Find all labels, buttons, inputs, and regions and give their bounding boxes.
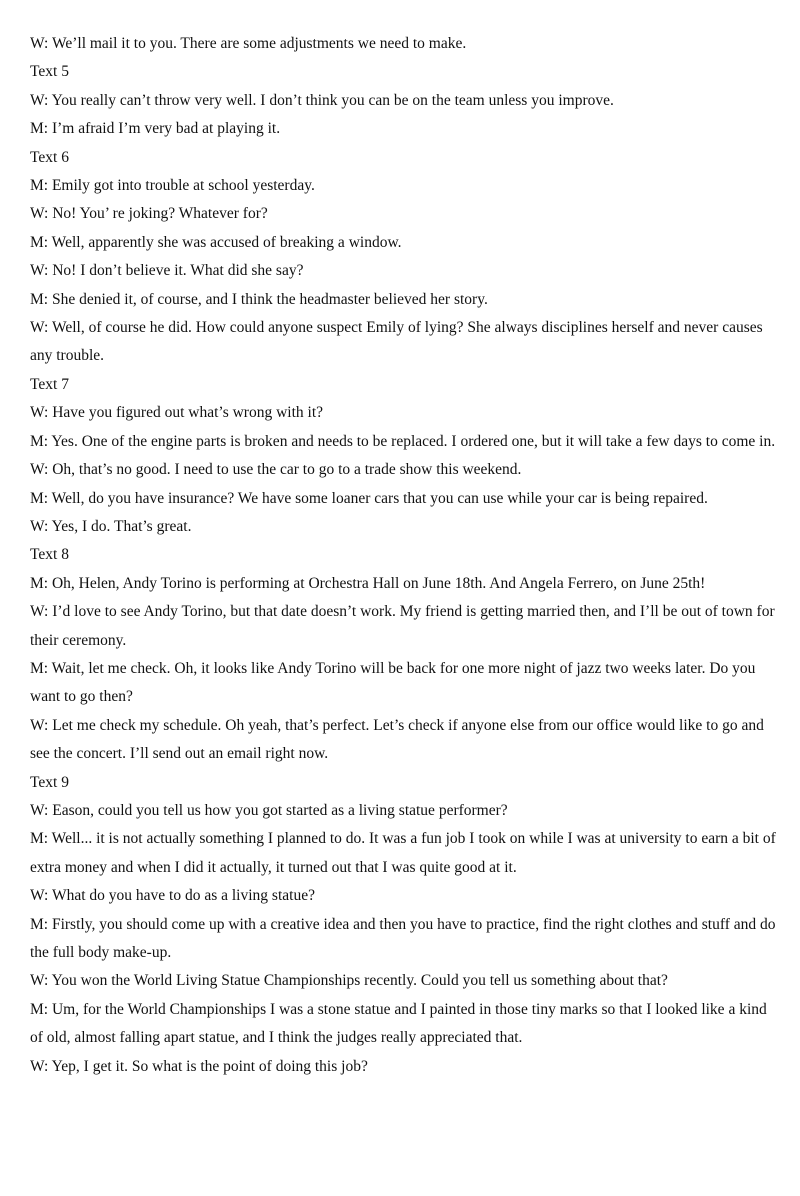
dialogue-line: W: You won the World Living Statue Championships recently. Could you tell us something about that? bbox=[30, 972, 668, 990]
dialogue-line: W: You really can’t throw very well. I don’t think you can be on the team unless you improve. bbox=[30, 91, 614, 109]
dialogue-line: M: She denied it, of course, and I think the headmaster believed her story. bbox=[30, 290, 488, 308]
dialogue-line: M: Well... it is not actually something I planned to do. It was a fun job I took on while I was at university to earn a bit of extra money and when I did it actually, it turned out that I was quite good at it. bbox=[30, 830, 776, 876]
dialogue-line: W: I’d love to see Andy Torino, but that date doesn’t work. My friend is getting married then, and I’ll be out of town for their ceremony. bbox=[30, 603, 775, 649]
section-heading: Text 6 bbox=[30, 148, 69, 166]
dialogue-line: M: Um, for the World Championships I was a stone statue and I painted in those tiny marks so that I looked like a kind of old, almost falling apart statue, and I think the judges really appreciated that. bbox=[30, 1000, 767, 1047]
dialogue-line: M: Well, do you have insurance? We have some loaner cars that you can use while your car is being repaired. bbox=[30, 489, 708, 507]
dialogue-line: W: Yep, I get it. So what is the point of doing this job? bbox=[30, 1057, 368, 1075]
dialogue-line: W: Eason, could you tell us how you got started as a living statue performer? bbox=[30, 801, 508, 819]
dialogue-line: M: Oh, Helen, Andy Torino is performing at Orchestra Hall on June 18th. And Angela Ferrero, on June 25th! bbox=[30, 574, 706, 592]
dialogue-line: W: No! You’ re joking? Whatever for? bbox=[30, 205, 268, 223]
section-heading: Text 8 bbox=[30, 546, 69, 564]
dialogue-line: M: Wait, let me check. Oh, it looks like Andy Torino will be back for one more night of jazz two weeks later. Do you want to go then? bbox=[30, 659, 756, 706]
section-heading: Text 7 bbox=[30, 375, 69, 393]
dialogue-line: M: Well, apparently she was accused of breaking a window. bbox=[30, 233, 402, 251]
dialogue-line: M: Firstly, you should come up with a creative idea and then you have to practice, find the right clothes and stuff and do the full body make-up. bbox=[30, 915, 776, 961]
dialogue-line: W: What do you have to do as a living statue? bbox=[30, 887, 315, 905]
dialogue-line: W: Oh, that’s no good. I need to use the car to go to a trade show this weekend. bbox=[30, 461, 522, 479]
section-heading: Text 9 bbox=[30, 773, 69, 791]
dialogue-line: W: Well, of course he did. How could anyone suspect Emily of lying? She always disciplines herself and never causes any trouble. bbox=[30, 319, 763, 365]
section-heading: Text 5 bbox=[30, 63, 69, 81]
dialogue-line: W: No! I don’t believe it. What did she say? bbox=[30, 262, 304, 280]
dialogue-line: W: Have you figured out what’s wrong with it? bbox=[30, 404, 324, 422]
dialogue-line: M: Yes. One of the engine parts is broken and needs to be replaced. I ordered one, but it will take a few days to come in. bbox=[30, 432, 776, 450]
dialogue-line: M: Emily got into trouble at school yesterday. bbox=[30, 177, 315, 195]
dialogue-line: M: I’m afraid I’m very bad at playing it. bbox=[30, 120, 281, 138]
dialogue-line: W: We’ll mail it to you. There are some adjustments we need to make. bbox=[30, 35, 467, 52]
dialogue-line: W: Yes, I do. That’s great. bbox=[30, 517, 192, 535]
dialogue-line: W: Let me check my schedule. Oh yeah, that’s perfect. Let’s check if anyone else from our office would like to go and see the concert. I’ll send out an email right now. bbox=[30, 716, 764, 763]
